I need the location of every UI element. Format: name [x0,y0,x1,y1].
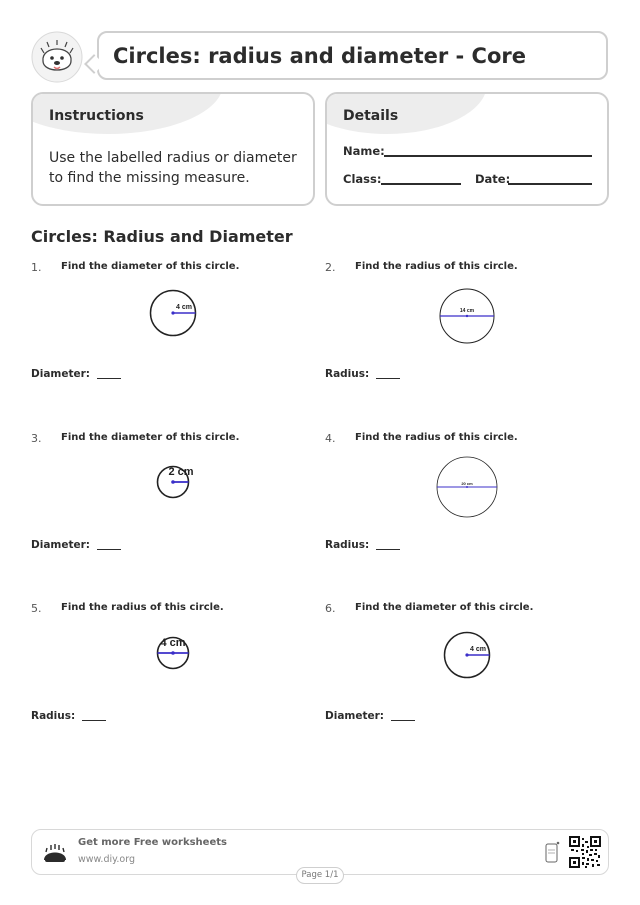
answer-row [325,710,415,722]
question-number: 3. [31,432,42,445]
circle-figure [150,460,196,506]
answer-label: Radius: [325,539,370,551]
answer-blank[interactable] [391,720,415,721]
instructions-card [31,92,315,206]
measure-label: 4 cm [470,646,486,653]
page-title: Circles: radius and diameter - Core [113,44,526,68]
answer-blank[interactable] [97,549,121,550]
measure-label: 4 cm [160,637,186,649]
details-card [325,92,609,206]
title-banner [97,31,608,80]
name-label: Name: [343,144,385,158]
question-number: 2. [325,261,336,274]
question-prompt: Find the diameter of this circle. [61,432,240,443]
answer-blank[interactable] [376,378,400,379]
question-prompt: Find the radius of this circle. [355,432,518,443]
circle-figure [434,623,500,689]
circle-figure [140,282,206,348]
question-number: 5. [31,602,42,615]
question-number: 1. [31,261,42,274]
section-title: Circles: Radius and Diameter [31,227,293,246]
page-indicator: Page 1/1 [296,867,344,884]
question-prompt: Find the radius of this circle. [61,602,224,613]
answer-row [325,539,400,551]
footer-promo[interactable]: Get more Free worksheets [78,837,227,848]
measure-label: 20 cm [461,481,473,486]
answer-label: Radius: [31,710,76,722]
instructions-heading: Instructions [49,108,144,124]
phone-icon [544,840,562,864]
measure-label: 2 cm [168,466,194,478]
circle-figure [434,284,500,350]
date-line[interactable] [508,183,592,185]
circle-figure [432,452,502,522]
answer-blank[interactable] [82,720,106,721]
mascot-avatar-icon [31,31,83,83]
answer-label: Diameter: [325,710,384,722]
footer-url[interactable]: www.diy.org [78,854,135,865]
circle-figure [150,631,196,677]
answer-label: Diameter: [31,539,90,551]
qr-code-icon [569,836,601,868]
instructions-text: Use the labelled radius or diameter to find the missing measure. [49,150,297,186]
measure-label: 14 cm [459,308,475,314]
question-number: 4. [325,432,336,445]
answer-label: Radius: [325,368,370,380]
question-prompt: Find the diameter of this circle. [355,602,534,613]
details-heading: Details [343,108,399,124]
answer-row [325,368,400,380]
answer-blank[interactable] [376,549,400,550]
answer-row [31,368,121,380]
question-number: 6. [325,602,336,615]
question-prompt: Find the diameter of this circle. [61,261,240,272]
class-label: Class: [343,172,382,186]
class-line[interactable] [381,183,461,185]
diy-logo-icon [42,840,68,866]
answer-blank[interactable] [97,378,121,379]
date-label: Date: [475,172,511,186]
name-line[interactable] [384,155,592,157]
answer-label: Diameter: [31,368,90,380]
answer-row [31,539,121,551]
answer-row [31,710,106,722]
question-prompt: Find the radius of this circle. [355,261,518,272]
measure-label: 4 cm [176,304,192,311]
